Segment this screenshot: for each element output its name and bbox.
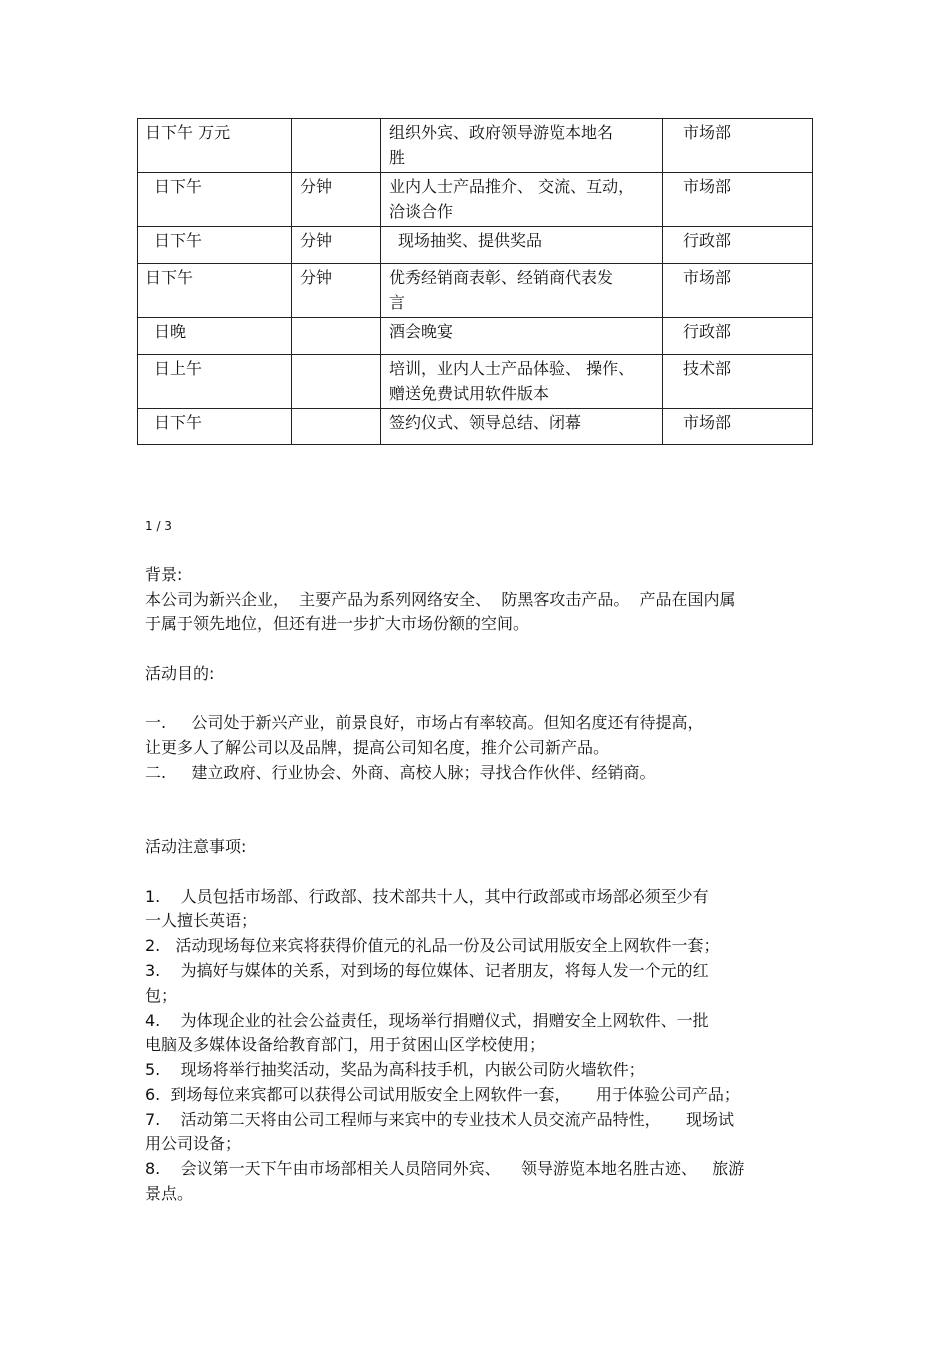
dept-cell: 行政部 bbox=[663, 227, 813, 264]
note-line: 电脑及多媒体设备给教育部门，用于贫困山区学校使用； bbox=[145, 1035, 546, 1054]
time-cell: 日下午 bbox=[138, 227, 292, 264]
note-line: 2. 活动现场每位来宾将获得价值元的礼品一份及公司试用版安全上网软件一套； bbox=[145, 936, 720, 955]
dept-cell: 市场部 bbox=[663, 173, 813, 227]
content-cell bbox=[381, 173, 663, 227]
time-cell: 日晚 bbox=[138, 318, 292, 355]
table-row bbox=[138, 227, 813, 264]
note-line: 7. 活动第二天将由公司工程师与来宾中的专业技术人员交流产品特性， 现场试 bbox=[145, 1110, 735, 1129]
background-line: 于属于领先地位，但还有进一步扩大市场份额的空间。 bbox=[145, 614, 530, 633]
duration-cell bbox=[292, 119, 381, 173]
content-line: 言 bbox=[389, 293, 406, 312]
content-cell bbox=[381, 318, 663, 355]
note-line: 包； bbox=[145, 986, 178, 1005]
content-line: 酒会晚宴 bbox=[389, 322, 454, 341]
time-cell: 日上午 bbox=[138, 355, 292, 409]
note-line: 4. 为体现企业的社会公益责任，现场举行捐赠仪式，捐赠安全上网软件、一批 bbox=[145, 1011, 709, 1030]
duration-cell: 分钟 bbox=[292, 173, 381, 227]
content-line: 胜 bbox=[389, 148, 406, 167]
goal-line: 一. 公司处于新兴产业，前景良好，市场占有率较高。但知名度还有待提高， bbox=[145, 713, 704, 732]
content-line: 赠送免费试用软件版本 bbox=[389, 384, 550, 403]
duration-cell: 分钟 bbox=[292, 264, 381, 318]
content-cell bbox=[381, 355, 663, 409]
duration-cell: 分钟 bbox=[292, 227, 381, 264]
note-line: 1. 人员包括市场部、行政部、技术部共十人，其中行政部或市场部必须至少有 bbox=[145, 887, 709, 906]
goal-line: 二. 建立政府、行业协会、外商、高校人脉；寻找合作伙伴、经销商。 bbox=[145, 763, 656, 782]
table-row bbox=[138, 173, 813, 227]
table-row bbox=[138, 318, 813, 355]
note-line: 景点。 bbox=[145, 1184, 194, 1203]
goal-line: 让更多人了解公司以及品牌，提高公司知名度，推介公司新产品。 bbox=[145, 738, 610, 757]
dept-cell: 行政部 bbox=[663, 318, 813, 355]
table-row bbox=[138, 119, 813, 173]
table-row bbox=[138, 264, 813, 318]
time-cell: 日下午 bbox=[138, 264, 292, 318]
dept-cell: 市场部 bbox=[663, 409, 813, 445]
time-cell: 日下午 bbox=[138, 173, 292, 227]
note-line: 用公司设备； bbox=[145, 1134, 242, 1153]
content-cell bbox=[381, 227, 663, 264]
duration-cell bbox=[292, 409, 381, 445]
content-line: 现场抽奖、提供奖品 bbox=[398, 231, 543, 250]
content-cell bbox=[381, 409, 663, 445]
time-cell: 日下午 万元 bbox=[138, 119, 292, 173]
content-line: 优秀经销商表彰、经销商代表发 bbox=[389, 268, 614, 287]
note-line: 8. 会议第一天下午由市场部相关人员陪同外宾、 领导游览本地名胜古迹、 旅游 bbox=[145, 1159, 745, 1178]
note-line: 5. 现场将举行抽奖活动，奖品为高科技手机，内嵌公司防火墙软件； bbox=[145, 1060, 645, 1079]
page-number: 1 / 3 bbox=[145, 519, 172, 533]
content-line: 洽谈合作 bbox=[389, 202, 454, 221]
note-line: 6. 到场每位来宾都可以获得公司试用版安全上网软件一套， 用于体验公司产品； bbox=[145, 1085, 740, 1104]
content-cell bbox=[381, 119, 663, 173]
background-heading: 背景: bbox=[145, 565, 183, 584]
dept-cell: 市场部 bbox=[663, 119, 813, 173]
note-line: 3. 为搞好与媒体的关系，对到场的每位媒体、记者朋友，将每人发一个元的红 bbox=[145, 961, 709, 980]
content-line: 组织外宾、政府领导游览本地名 bbox=[389, 123, 614, 142]
content-line: 签约仪式、领导总结、闭幕 bbox=[389, 413, 582, 432]
notes-heading: 活动注意事项: bbox=[145, 837, 247, 856]
background-line: 本公司为新兴企业， 主要产品为系列网络安全、 防黑客攻击产品。 产品在国内属 bbox=[145, 590, 736, 609]
duration-cell bbox=[292, 355, 381, 409]
table-row bbox=[138, 409, 813, 445]
dept-cell: 技术部 bbox=[663, 355, 813, 409]
content-line: 业内人士产品推介、 交流、互动， bbox=[389, 177, 635, 196]
dept-cell: 市场部 bbox=[663, 264, 813, 318]
goals-heading: 活动目的: bbox=[145, 664, 215, 683]
time-cell: 日下午 bbox=[138, 409, 292, 445]
table-row bbox=[138, 355, 813, 409]
schedule-table bbox=[137, 118, 813, 445]
duration-cell bbox=[292, 318, 381, 355]
content-cell bbox=[381, 264, 663, 318]
note-line: 一人擅长英语； bbox=[145, 911, 258, 930]
content-line: 培训，业内人士产品体验、 操作、 bbox=[389, 359, 635, 378]
